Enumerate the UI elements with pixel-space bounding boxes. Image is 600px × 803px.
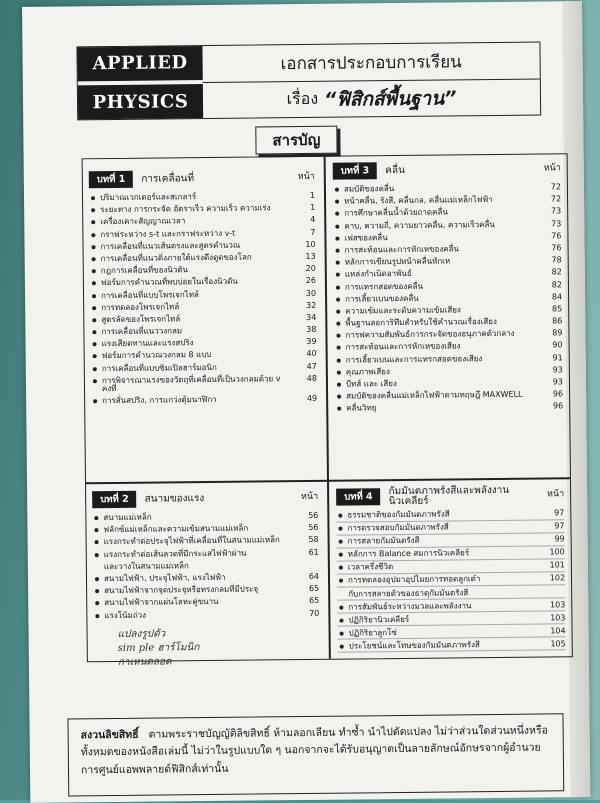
brand-line-2: PHYSICS <box>93 92 189 114</box>
subject-prefix: เรื่อง <box>286 87 318 112</box>
topic-page: 20 <box>292 265 316 273</box>
list-item <box>93 585 319 595</box>
bullet-icon <box>337 370 341 374</box>
topic-title: หลักการ Balance สมการนิวเคลียร์ <box>348 549 541 559</box>
bullet-icon <box>339 540 343 544</box>
handwritten-note-2: sim ple ฮาร์โมนิก <box>118 640 200 656</box>
list-item <box>335 403 563 413</box>
list-item <box>337 549 565 562</box>
list-item <box>337 614 565 627</box>
topic-page: 70 <box>295 609 319 617</box>
topic-page: 86 <box>538 317 562 325</box>
list-item <box>89 241 315 251</box>
list-item <box>335 366 563 376</box>
bullet-icon <box>91 208 95 212</box>
topic-page: 65 <box>295 585 319 593</box>
topic-title: คลื่นวิทยุ <box>346 403 539 413</box>
list-item <box>91 375 317 393</box>
topic-page: 30 <box>292 289 316 297</box>
topic-title: ปริมาณเวกเตอร์และสเกลาร์ <box>100 192 291 202</box>
chapter-1-section <box>89 169 317 410</box>
list-item <box>90 289 316 299</box>
topic-title: การเลี้ยวเบนและการแทรกสอดของเสียง <box>346 354 539 364</box>
topic-title: การเคลื่อนที่แนวเส้นตรงและสูตรคำนวณ <box>100 241 291 251</box>
list-item <box>334 293 562 303</box>
topic-page: 7 <box>291 228 315 236</box>
bullet-icon <box>339 605 343 609</box>
bullet-icon <box>335 236 339 240</box>
topic-title: แรงโน้มถ่วง <box>104 610 295 620</box>
topic-title: การตรวจสอบกัมมันตภาพรังสี <box>347 523 540 533</box>
topic-page: 102 <box>541 575 565 583</box>
document-header <box>76 42 541 121</box>
chapter-tag: บทที่ 2 <box>92 491 137 508</box>
bullet-icon <box>338 514 342 518</box>
page-column-label: หน้า <box>301 493 318 502</box>
subject-line <box>203 80 540 119</box>
topic-title: พื้นฐานลอการิทึมสำหรับใช้คำนวณเรื่องเสียง <box>345 318 538 328</box>
topic-title: สูตรลัดของโพรเจกไทล์ <box>101 314 292 324</box>
list-item <box>333 208 561 218</box>
list-item <box>336 509 564 522</box>
topic-page: 26 <box>292 277 316 285</box>
topic-title: การพิจารณาแรงของวัตถุที่เคลื่อนที่เป็นวงกลมด้วย v คงที่ <box>102 375 293 393</box>
topic-title: การแทรกสอดของคลื่น <box>345 281 538 291</box>
bullet-icon <box>92 330 96 334</box>
document-type: เอกสารประกอบการเรียน <box>202 43 539 84</box>
chapter-name: คลื่น <box>385 164 543 176</box>
list-item <box>90 302 316 312</box>
topic-page: 73 <box>537 208 561 216</box>
topic-page: 76 <box>537 232 561 240</box>
brand-divider <box>78 80 203 85</box>
topic-title: การศึกษาคลื่นน้ำด้วยถาดคลื่น <box>344 208 537 218</box>
topic-page: 96 <box>539 390 563 398</box>
topic-title: สนามไฟฟ้าจากจุดประจุหรือทรงกลมที่มีประจุ <box>104 585 295 595</box>
topic-title: การเคลื่อนที่แนววงกลม <box>101 326 292 336</box>
topic-title: กฎการเคลื่อนที่ของนิวตัน <box>101 265 292 275</box>
topic-title: คาบ, ความถี่, ความยาวคลื่น, ความเร็วคลื่น <box>344 220 537 230</box>
topic-title: แรงกระทำต่อประจุไฟฟ้าที่เคลื่อนที่ในสนามแม่เหล็ก <box>104 536 295 546</box>
bullet-icon <box>93 355 97 359</box>
topic-title: สนามแม่เหล็ก <box>103 512 294 522</box>
bullet-icon <box>339 566 343 570</box>
topic-page: 61 <box>295 548 319 556</box>
topic-page: 65 <box>295 597 319 605</box>
list-item <box>93 597 319 607</box>
topic-page: 99 <box>541 535 565 543</box>
topic-title: บีทส์ และ เสียง <box>346 379 539 389</box>
bullet-icon <box>93 399 97 403</box>
bullet-icon <box>336 249 340 253</box>
bullet-icon <box>91 196 95 200</box>
topic-page: 72 <box>537 183 561 191</box>
list-item <box>338 640 566 653</box>
topic-page: 72 <box>537 195 561 203</box>
topic-page: 91 <box>539 354 563 362</box>
topic-title: แรงเสียดทานและแรงสปริง <box>102 338 293 348</box>
chapter-tag: บทที่ 3 <box>333 162 378 179</box>
topic-title: การสั่นสปริง, การแกว่งตุ้มนาฬิกา <box>102 395 293 405</box>
topic-page: 73 <box>537 220 561 228</box>
bullet-icon <box>95 577 99 581</box>
chapter-header <box>336 486 564 505</box>
list-item <box>333 232 561 242</box>
list-item <box>337 588 565 601</box>
bullet-icon <box>92 318 96 322</box>
chapter-3-section <box>333 160 564 417</box>
chapter-tag: บทที่ 4 <box>336 488 381 505</box>
topic-page: 48 <box>293 375 317 383</box>
brand-line-1: APPLIED <box>93 52 188 74</box>
topic-title: หลักการเขียนรูปหน้าคลื่นหักเห <box>345 257 538 267</box>
topic-title: การทดลองอุปมาอุปไมยการทอดลูกเต๋า <box>348 575 541 585</box>
topic-page: 90 <box>539 342 563 350</box>
toc-grid <box>82 153 573 662</box>
bullet-icon <box>92 245 96 249</box>
topic-page: 4 <box>291 216 315 224</box>
topic-title: การทดลองโพรเจกไทล์ <box>101 302 292 312</box>
list-item <box>89 204 315 214</box>
topic-page: 58 <box>295 536 319 544</box>
chapter-header <box>92 489 318 508</box>
bullet-icon <box>336 261 340 265</box>
topic-title: หน้าคลื่น, รังสี, คลื่นกล, คลื่นแม่เหล็กไฟฟ้า <box>344 196 537 206</box>
page-column-label: หน้า <box>544 164 561 173</box>
topic-page: 1 <box>291 204 315 212</box>
bullet-icon <box>337 395 341 399</box>
topic-title: สนามไฟฟ้า, ประจุไฟฟ้า, แรงไฟฟ้า <box>104 573 295 583</box>
list-item <box>93 548 319 558</box>
topic-page: 93 <box>539 378 563 386</box>
list-item <box>90 253 316 263</box>
bullet-icon <box>336 297 340 301</box>
topic-page: 82 <box>538 269 562 277</box>
bullet-icon <box>337 383 341 387</box>
list-item <box>335 390 563 400</box>
list-item <box>335 354 563 364</box>
list-item <box>90 326 316 336</box>
chapter-topic-list <box>333 183 563 413</box>
chapter-tag: บทที่ 1 <box>89 171 134 188</box>
topic-page: 89 <box>538 330 562 338</box>
topic-page: 38 <box>292 326 316 334</box>
topic-page: 47 <box>293 362 317 370</box>
chapter-name: สนามของแรง <box>145 493 301 505</box>
list-item <box>93 561 319 571</box>
list-item <box>336 522 564 535</box>
topic-title: ปฏิกิริยานิวเคลียร์ <box>348 614 541 624</box>
bullet-icon <box>339 579 343 583</box>
document-page <box>22 1 590 803</box>
chapter-name: กัมมันตภาพรังสีและพลังงานนิวเคลียร์ <box>389 485 548 507</box>
bullet-icon <box>336 273 340 277</box>
list-item <box>89 228 315 238</box>
list-item <box>334 244 562 254</box>
bullet-icon <box>336 285 340 289</box>
list-item <box>337 601 565 614</box>
list-item <box>90 277 316 287</box>
topic-page: 56 <box>294 512 318 520</box>
topic-title: เฟสของคลื่น <box>344 232 537 242</box>
page-column-label: หน้า <box>298 173 315 182</box>
topic-page: 97 <box>540 522 564 530</box>
bullet-icon <box>335 188 339 192</box>
topic-page: 103 <box>541 614 565 622</box>
list-item <box>337 575 565 588</box>
handwritten-note-1: แปลงรูปตัว <box>118 626 166 641</box>
topic-title: แหล่งกำเนิดอาพันธ์ <box>345 269 538 279</box>
brand-logo <box>77 46 203 119</box>
bullet-icon <box>336 309 340 313</box>
topic-title: การสะท้อนและการหักเหของคลื่น <box>345 244 538 254</box>
bullet-icon <box>337 358 341 362</box>
topic-page: 104 <box>542 627 566 635</box>
topic-title: การสลายกัมมันตรังสี <box>348 536 541 546</box>
toc-heading: สารบัญ <box>255 126 337 155</box>
list-item <box>334 305 562 315</box>
topic-title: การเคลื่อนที่แบบโพรเจกไทล์ <box>101 290 292 300</box>
chapter-header <box>333 160 561 179</box>
bullet-icon <box>340 645 344 649</box>
handwritten-note-3: กาเหนดลอด <box>118 654 172 670</box>
bullet-icon <box>337 346 341 350</box>
bullet-icon <box>95 589 99 593</box>
header-title-block <box>202 43 540 119</box>
topic-title: สนามไฟฟ้าจากแผ่นโลหะคู่ขนาน <box>104 597 295 607</box>
list-item <box>93 573 319 583</box>
chapter-2-section <box>92 489 319 624</box>
list-item <box>93 536 319 546</box>
bullet-icon <box>92 306 96 310</box>
topic-title: ปฏิกิริยาลูกโซ่ <box>349 627 542 637</box>
bullet-icon <box>338 527 342 531</box>
copyright-text: ตามพระราชบัญญัติลิขสิทธิ์ ห้ามลอกเลียน ทำซ้ำ นำไปดัดแปลง ไม่ว่าส่วนใดส่วนหนึ่งหรือทั้งหมดของหนังสือเล่มนี้ ไม่ว่าในรูปแบบใด ๆ นอกจากจะได้รับอนุญาตเป็นลายลักษณ์อักษรจากผู้อำนวยการศูนย์แอพพลายด์ฟิสิกส์เท่านั้น <box>81 724 548 776</box>
list-item <box>334 330 562 340</box>
topic-title: การฟความสัมพันธ์การกระจัดของอนุภาคตัวกลาง <box>345 330 538 340</box>
list-item <box>338 627 566 640</box>
list-item <box>93 609 319 619</box>
bullet-icon <box>92 281 96 285</box>
list-item <box>91 362 317 372</box>
list-item <box>335 378 563 388</box>
topic-title: เครื่องเคาะสัญญาณเวลา <box>100 216 291 226</box>
list-item <box>333 183 561 193</box>
topic-page: 56 <box>294 524 318 532</box>
bullet-icon <box>94 528 98 532</box>
bullet-icon <box>335 224 339 228</box>
bullet-icon <box>95 553 99 557</box>
bullet-icon <box>335 212 339 216</box>
topic-title: สมบัติของคลื่น <box>344 184 537 194</box>
list-item <box>89 216 315 226</box>
topic-page: 82 <box>538 281 562 289</box>
topic-page: 93 <box>539 366 563 374</box>
topic-title: ประโยชน์และโทษของกัมมันตภาพรังสี <box>349 640 542 650</box>
list-item <box>334 317 562 327</box>
topic-title: เวลาครึ่งชีวิต <box>348 562 541 572</box>
topic-page: 103 <box>541 601 565 609</box>
bullet-icon <box>335 200 339 204</box>
topic-page: 10 <box>291 241 315 249</box>
topic-title: ฟอร์มการคำนวณวงกลม 8 แบบ <box>102 351 293 361</box>
copyright-heading: สงวนลิขสิทธิ์ <box>81 729 139 742</box>
chapter-4-section <box>336 486 566 655</box>
topic-title: สมบัติของคลื่นแม่เหล็กไฟฟ้าตามทฤษฎี MAXWELL <box>346 391 539 401</box>
list-item <box>90 314 316 324</box>
topic-page: 64 <box>295 573 319 581</box>
topic-title: ฟอร์มการคำนวณที่พบบ่อยในเรื่องนิวตัน <box>101 277 292 287</box>
bullet-icon <box>337 407 341 411</box>
chapter-topic-list <box>89 192 317 405</box>
list-item <box>90 265 316 275</box>
page-column-label: หน้า <box>547 490 564 499</box>
topic-page: 100 <box>541 549 565 557</box>
topic-title: ฟลักซ์แม่เหล็กและความเข้มสนามแม่เหล็ก <box>103 524 294 534</box>
bullet-icon <box>339 618 343 622</box>
bullet-icon <box>336 334 340 338</box>
list-item <box>92 512 318 522</box>
list-item <box>89 192 315 202</box>
topic-title: ความเข้มและระดับความเข้มเสียง <box>345 305 538 315</box>
topic-page: 96 <box>539 403 563 411</box>
copyright-notice <box>67 713 564 796</box>
topic-page: 13 <box>292 253 316 261</box>
topic-title: คุณภาพเสียง <box>346 366 539 376</box>
list-item <box>337 562 565 575</box>
list-item <box>91 395 317 405</box>
topic-title: ธรรมชาติของกัมมันตภาพรังสี <box>347 510 540 520</box>
topic-page: 34 <box>292 314 316 322</box>
bullet-icon <box>93 367 97 371</box>
list-item <box>334 256 562 266</box>
topic-title: กับการสลายตัวของธาตุกัมมันตรังสี <box>348 588 541 598</box>
list-item <box>334 269 562 279</box>
topic-page: 1 <box>291 192 315 200</box>
topic-title: การเคลื่อนที่แนวดิ่งภายใต้แรงดึงดูดของโลก <box>101 253 292 263</box>
topic-page: 84 <box>538 293 562 301</box>
topic-page: 97 <box>540 509 564 517</box>
list-item <box>91 338 317 348</box>
bullet-icon <box>92 269 96 273</box>
topic-title: การเคลื่อนที่แบบซิมเปิลฮาร์มอนิก <box>102 363 293 373</box>
topic-page: 32 <box>292 302 316 310</box>
grid-divider-vertical <box>324 157 331 659</box>
bullet-icon <box>340 631 344 635</box>
topic-title: การสะท้อนและการหักเหของเสียง <box>346 342 539 352</box>
list-item <box>92 524 318 534</box>
topic-title: การเลี้ยวเบนของคลื่น <box>345 293 538 303</box>
chapter-name: การเคลื่อนที่ <box>141 173 297 185</box>
topic-page: 85 <box>538 305 562 313</box>
list-item <box>91 350 317 360</box>
topic-title: กราฟระหว่าง s-t และกราฟระหว่าง v-t <box>100 229 291 239</box>
topic-title: การสัมพันธ์ระหว่างมวลและพลังงาน <box>348 601 541 611</box>
topic-title: และวางในสนามแม่เหล็ก <box>104 561 295 571</box>
topic-title: แรงกระทำต่อเส้นลวดที่มีกระแสไฟฟ้าผ่าน <box>104 549 295 559</box>
bullet-icon <box>91 221 95 225</box>
topic-page: 101 <box>541 562 565 570</box>
chapter-topic-list <box>92 512 319 620</box>
topic-title: ระยะทาง การกระจัด อัตราเร็ว ความเร็ว ความเร่ง <box>100 204 291 214</box>
list-item <box>333 220 561 230</box>
list-item <box>333 195 561 205</box>
topic-page: 40 <box>293 350 317 358</box>
bullet-icon <box>339 553 343 557</box>
topic-page: 78 <box>538 256 562 264</box>
list-item <box>334 281 562 291</box>
bullet-icon <box>93 379 97 383</box>
list-item <box>335 342 563 352</box>
bullet-icon <box>93 342 97 346</box>
bullet-icon <box>95 614 99 618</box>
list-item <box>337 535 565 548</box>
bullet-icon <box>91 233 95 237</box>
chapter-header <box>89 169 315 188</box>
bullet-icon <box>92 257 96 261</box>
bullet-icon <box>94 516 98 520</box>
topic-page: 39 <box>293 338 317 346</box>
bullet-icon <box>92 294 96 298</box>
bullet-icon <box>95 541 99 545</box>
bullet-icon <box>336 322 340 326</box>
chapter-topic-list <box>336 509 565 653</box>
topic-page: 76 <box>538 244 562 252</box>
topic-page: 105 <box>542 640 566 648</box>
topic-page: 49 <box>293 395 317 403</box>
subject-title: “ฟิสิกส์พื้นฐาน” <box>324 83 457 114</box>
bullet-icon <box>95 601 99 605</box>
